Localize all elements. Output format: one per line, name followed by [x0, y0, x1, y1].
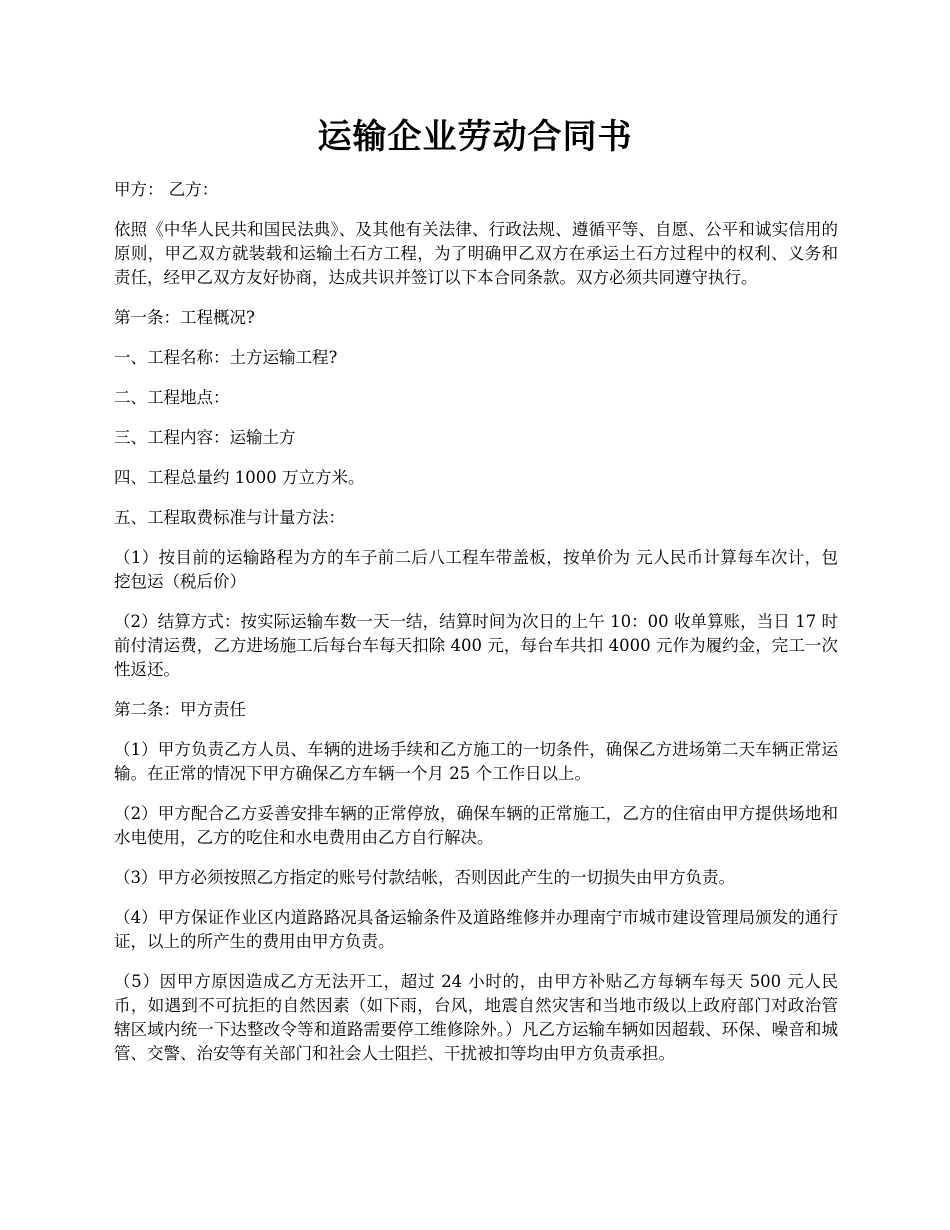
fee-clause-1: （1）按目前的运输路程为方的车子前二后八工程车带盖板，按单价为 元人民币计算每车次计，包挖包运（税后价） [114, 548, 838, 591]
document-body [114, 178, 838, 1082]
project-location-line: 二、工程地点： [114, 388, 230, 407]
party-a-clause-5: （5）因甲方原因造成乙方无法开工，超过 24 小时的，由甲方补贴乙方每辆车每天 500 元人民币，如遇到不可抗拒的自然因素（如下雨，台风，地震自然灾害和当地市级以上政府部门对政治管辖区域内统一下达整改令等和道路需要停工维修除外。）凡乙方运输车辆如因超载、环保、噪音和城管、交警、治安等有关部门和社会人士阻拦、干扰被扣等均由甲方负责承担。 [114, 972, 838, 1063]
fee-standard-heading: 五、工程取费标准与计量方法： [114, 508, 345, 527]
article-2-heading: 第二条：甲方责任 [114, 700, 246, 719]
project-content-line: 三、工程内容：运输土方 [114, 428, 296, 447]
article-1-heading: 第一条：工程概况? [114, 308, 255, 327]
project-volume-line: 四、工程总量约 1000 万立方米。 [114, 468, 365, 487]
fee-clause-2: （2）结算方式：按实际运输车数一天一结，结算时间为次日的上午 10：00 收单算账，当日 17 时前付清运费，乙方进场施工后每台车每天扣除 400 元，每台车共扣 4000 元作为履约金，完工一次性返还。 [114, 612, 838, 679]
party-a-clause-3: （3）甲方必须按照乙方指定的账号付款结帐，否则因此产生的一切损失由甲方负责。 [114, 868, 735, 887]
project-name-line: 一、工程名称：土方运输工程? [114, 348, 338, 367]
party-a-clause-2: （2）甲方配合乙方妥善安排车辆的正常停放，确保车辆的正常施工，乙方的住宿由甲方提供场地和水电使用，乙方的吃住和水电费用由乙方自行解决。 [114, 804, 838, 847]
document-title: 运输企业劳动合同书 [317, 117, 633, 157]
preamble-paragraph: 依照《中华人民共和国民法典》、及其他有关法律、行政法规、遵循平等、自愿、公平和诚实信用的原则，甲乙双方就装载和运输土石方工程，为了明确甲乙双方在承运土石方过程中的权利、义务和责任，经甲乙双方友好协商，达成共识并签订以下本合同条款。双方必须共同遵守执行。 [114, 220, 838, 287]
party-a-clause-1: （1）甲方负责乙方人员、车辆的进场手续和乙方施工的一切条件，确保乙方进场第二天车辆正常运输。在正常的情况下甲方确保乙方车辆一个月 25 个工作日以上。 [114, 740, 838, 783]
party-line: 甲方： 乙方： [114, 180, 219, 199]
party-a-clause-4: （4）甲方保证作业区内道路路况具备运输条件及道路维修并办理南宁市城市建设管理局颁发的通行证，以上的所产生的费用由甲方负责。 [114, 908, 838, 951]
